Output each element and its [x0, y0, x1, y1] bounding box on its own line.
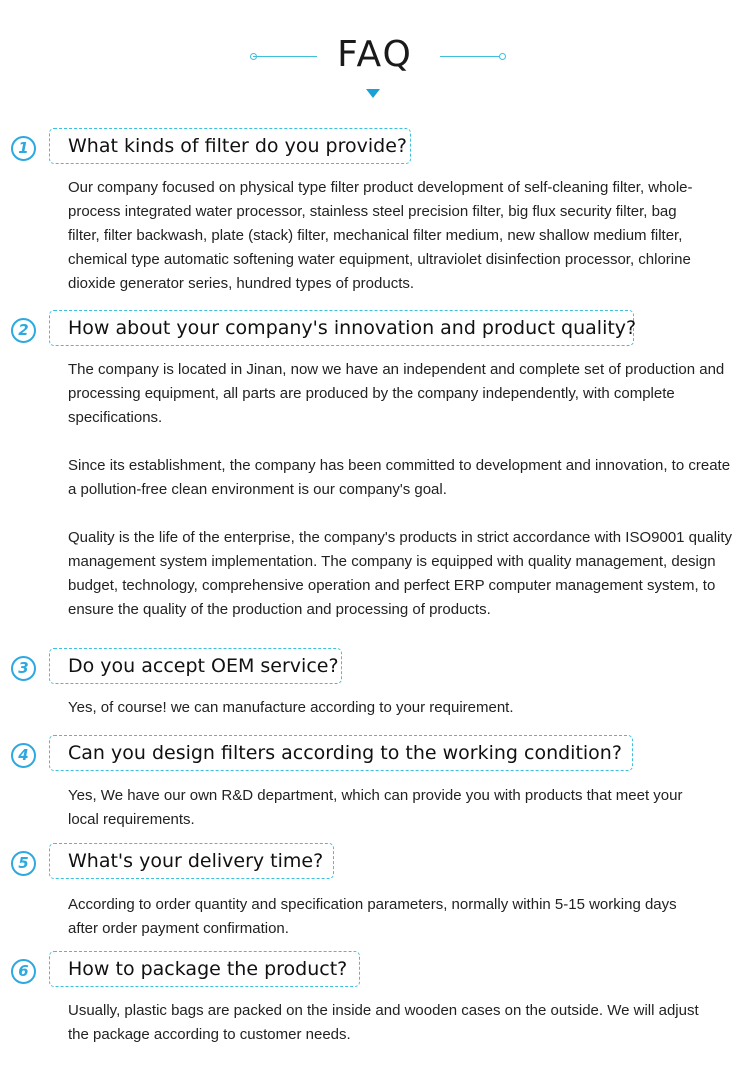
answer-paragraph: The company is located in Jinan, now we have an independent and complete set of production and processing equipment, all parts are produced by the company independently, with complete specifications. [68, 361, 725, 426]
answer-paragraph: Yes, of course! we can manufacture according to your requirement. [68, 699, 514, 716]
answer-paragraph: Since its establishment, the company has been committed to development and innovation, to create a pollution-free clean environment is our company's goal. [68, 457, 731, 498]
number-badge-icon: 5 [11, 851, 36, 876]
answer-text [68, 999, 748, 1047]
question-box: What kinds of filter do you provide? [49, 128, 411, 164]
answer-text [68, 784, 748, 832]
answer-paragraph: Yes, We have our own R&D department, which can provide you with products that meet your local requirements. [68, 787, 683, 828]
number-badge-icon: 6 [11, 959, 36, 984]
triangle-down-icon [366, 89, 380, 98]
number-badge-icon: 1 [11, 136, 36, 161]
number-badge-icon: 4 [11, 743, 36, 768]
question-box: Can you design filters according to the working condition? [49, 735, 633, 771]
answer-text [68, 176, 748, 296]
question-box: How to package the product? [49, 951, 360, 987]
question-box: Do you accept OEM service? [49, 648, 342, 684]
answer-paragraph: Our company focused on physical type filter product development of self-cleaning filter, whole-process integrated water processor, stainless steel precision filter, big flux security filter, bag filter, filter backwash, plate (stack) filter, mechanical filter medium, new shallow medium filter, chemical type automatic softening water equipment, ultraviolet disinfection processor, chlorine dioxide generator series, hundred types of products. [68, 179, 693, 292]
question-box: How about your company's innovation and product quality? [49, 310, 634, 346]
answer-text [68, 893, 748, 941]
number-badge-icon: 2 [11, 318, 36, 343]
answer-text [68, 696, 748, 720]
answer-text [68, 358, 748, 622]
answer-paragraph: Quality is the life of the enterprise, the company's products in strict accordance with ISO9001 quality management system implementation. The company is equipped with quality management, design budget, technology, comprehensive operation and perfect ERP computer management system, to ensure the quality of the production and processing of products. [68, 529, 733, 618]
question-box: What's your delivery time? [49, 843, 334, 879]
right-line-dot-icon [499, 53, 506, 60]
page-title: FAQ [337, 34, 413, 75]
answer-paragraph: According to order quantity and specification parameters, normally within 5-15 working days after order payment confirmation. [68, 896, 677, 937]
number-badge-icon: 3 [11, 656, 36, 681]
right-decorative-line [440, 56, 500, 57]
answer-paragraph: Usually, plastic bags are packed on the inside and wooden cases on the outside. We will adjust the package according to customer needs. [68, 1002, 699, 1043]
faq-header [0, 30, 750, 100]
